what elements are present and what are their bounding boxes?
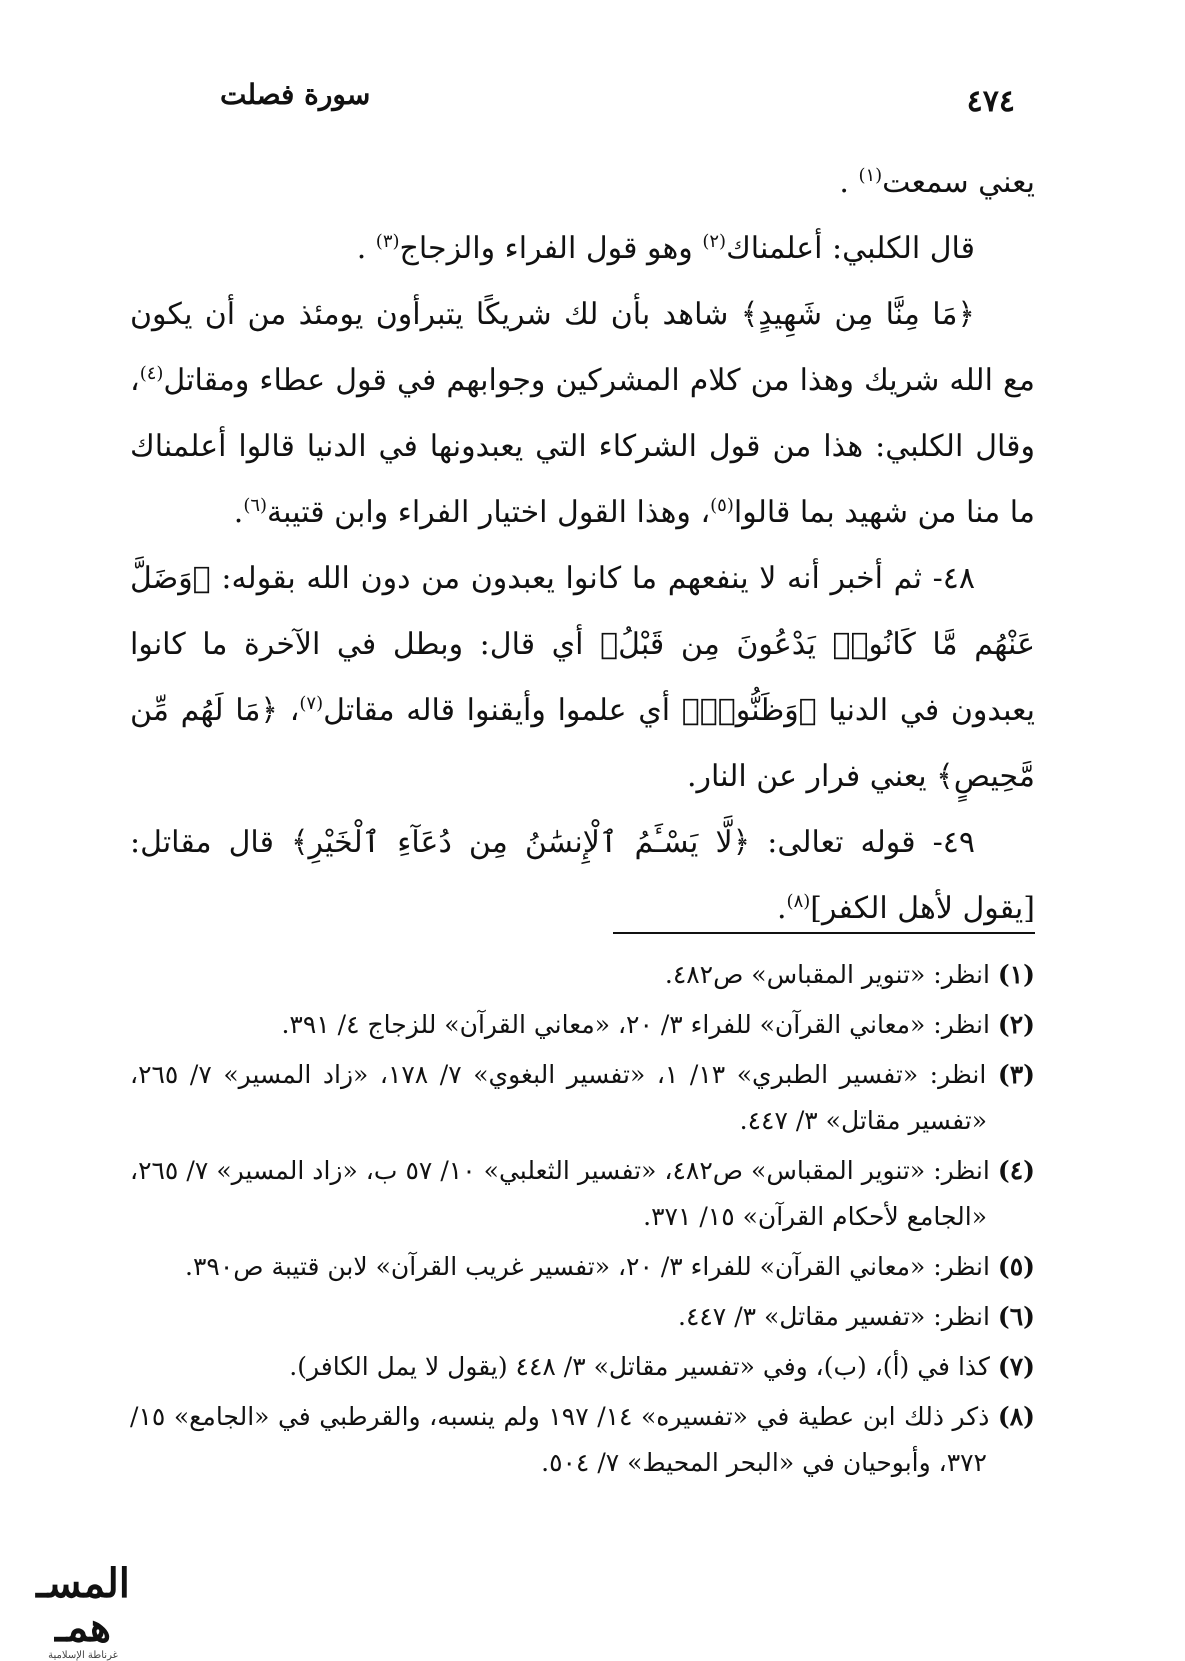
footnote-5: [130, 1244, 1035, 1290]
footnote-text: انظر: «تنوير المقباس» ص٤٨٢.: [664, 960, 990, 989]
footnote-3: [130, 1052, 1035, 1144]
footnote-number: (٤): [997, 1156, 1036, 1185]
footnote-7: [130, 1344, 1035, 1390]
footnote-text: ذكر ذلك ابن عطية في «تفسيره» ١٤/ ١٩٧ ولم ينسبه، والقرطبي في «الجامع» ١٥/ ٣٧٢، وأبوحيان في «البحر المحيط» ٧/ ٥٠٤.: [130, 1402, 990, 1477]
footnote-number: (٦): [997, 1302, 1035, 1331]
paragraph-5: [130, 810, 1035, 942]
paragraph-text: ، وهذا القول اختيار الفراء وابن قتيبة: [267, 495, 711, 530]
paragraph-end: .: [233, 495, 244, 530]
footnote-text: انظر: «معاني القرآن» للفراء ٣/ ٢٠، «تفسير غريب القرآن» لابن قتيبة ص٣٩٠.: [185, 1252, 990, 1281]
paragraph-text: ، ﴿مَا لَهُم مِّن مَّحِيصٍ﴾ يعني فرار عن النار.: [130, 693, 1035, 794]
surah-title: سورة فصلت: [220, 78, 371, 111]
footnote-text: انظر: «تنوير المقباس» ص٤٨٢، «تفسير الثعلبي» ١٠/ ٥٧ ب، «زاد المسير» ٧/ ٢٦٥، «الجامع لأحكام القرآن» ١٥/ ٣٧١.: [130, 1156, 990, 1231]
paragraph-text: ٤٩- قوله تعالى: ﴿لَّا يَسْـَٔمُ ٱلْإِنسَٰنُ مِن دُعَآءِ ٱلْخَيْرِ﴾ قال مقاتل: [يقول لأهل الكفر]: [130, 825, 1035, 926]
paragraph-text: ، وقال الكلبي: هذا من قول الشركاء التي يعبدونها في الدنيا قالوا أعلمناك ما منا من شهيد بما قالوا: [130, 363, 1035, 530]
footnote-number: (٨): [997, 1402, 1035, 1431]
footnote-text: انظر: «تفسير مقاتل» ٣/ ٤٤٧.: [678, 1302, 990, 1331]
paragraph-text: ٤٨- ثم أخبر أنه لا ينفعهم ما كانوا يعبدون من دون الله بقوله: ﴿وَضَلَّ عَنْهُم مَّا كَانُوا۟ يَدْعُونَ مِن قَبْلُ﴾ أي قال: وبطل في الآخرة ما كانوا يعبدون في الدنيا ﴿وَظَنُّوا۟﴾ أي علموا وأيقنوا قاله مقاتل: [130, 561, 1036, 728]
paragraph-end: .: [356, 231, 376, 266]
footnote-ref: (٨): [786, 891, 811, 912]
footnote-ref: (٦): [243, 495, 268, 516]
footnote-ref: (١): [858, 165, 883, 186]
paragraph-text: ﴿مَا مِنَّا مِن شَهِيدٍ﴾ شاهد بأن لك شريكًا يتبرأون يومئذ من أن يكون مع الله شريك وهذا من كلام المشركين وجوابهم في قول عطاء ومقاتل: [130, 297, 1035, 398]
paragraph-end: .: [776, 891, 787, 926]
footnote-8: [130, 1394, 1035, 1486]
footnote-text: انظر: «معاني القرآن» للفراء ٣/ ٢٠، «معاني القرآن» للزجاج ٤/ ٣٩١.: [281, 1010, 990, 1039]
page-number: ٤٧٤: [966, 84, 1015, 119]
stamp-main-text: المسـ همـ: [36, 1560, 130, 1651]
paragraph-text: وهو قول الفراء والزجاج: [399, 231, 703, 266]
paragraph-4: [130, 546, 1035, 810]
footnote-ref: (٤): [139, 363, 164, 384]
footnote-number: (٧): [997, 1352, 1035, 1381]
paragraph-text: قال الكلبي: أعلمناك: [726, 231, 975, 266]
footnote-6: [130, 1294, 1035, 1340]
footnotes: [130, 952, 1035, 1490]
footnote-4: [130, 1148, 1035, 1240]
main-text: [130, 150, 1035, 942]
footnote-number: (١): [997, 960, 1035, 989]
paragraph-1: [130, 150, 1035, 216]
footnote-number: (٢): [997, 1010, 1035, 1039]
footnote-text: انظر: «تفسير الطبري» ١٣/ ١، «تفسير البغوي» ٧/ ١٧٨، «زاد المسير» ٧/ ٢٦٥، «تفسير مقاتل» ٣/ ٤٤٧.: [130, 1060, 987, 1135]
footnote-ref: (٥): [710, 495, 734, 516]
footnote-number: (٥): [997, 1252, 1035, 1281]
footnote-2: [130, 1002, 1035, 1048]
paragraph-text: يعني سمعت: [882, 165, 1035, 200]
footnote-text: كذا في (أ)، (ب)، وفي «تفسير مقاتل» ٣/ ٤٤٨ (يقول لا يمل الكافر).: [289, 1352, 990, 1381]
stamp-sub-text: غرناطة الإسلامية: [48, 1650, 118, 1661]
footnote-ref: (٣): [375, 231, 400, 252]
library-stamp-logo: [8, 1560, 158, 1661]
footnote-ref: (٢): [702, 231, 727, 252]
footnote-divider: [613, 932, 1035, 934]
footnote-number: (٣): [997, 1060, 1035, 1089]
paragraph-end: .: [839, 165, 859, 200]
paragraph-2: [130, 216, 1035, 282]
footnote-ref: (٧): [299, 693, 324, 714]
footnote-1: [130, 952, 1035, 998]
paragraph-3: [130, 282, 1035, 546]
page-header: [160, 72, 1015, 122]
